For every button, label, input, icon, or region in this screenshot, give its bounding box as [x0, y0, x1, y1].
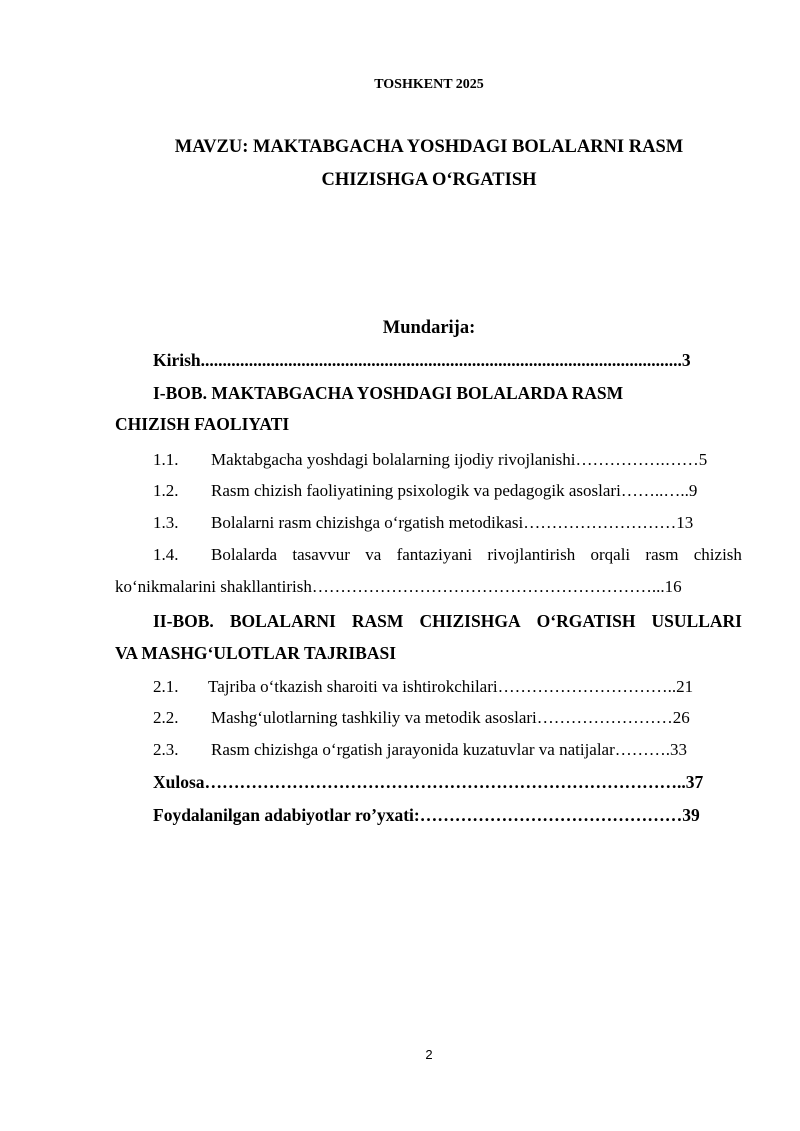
toc-item-1-3 [153, 513, 693, 533]
city-year: TOSHKENT 2025 [374, 77, 484, 92]
topic-title-line-1: MAVZU: MAKTABGACHA YOSHDAGI BOLALARNI RASM [174, 137, 684, 157]
toc-intro: Kirish..............................................................................................................3 [153, 350, 691, 370]
toc-item-text: Bolalarda tasavvur va fantaziyani rivojlantirish orqali rasm chizish [211, 545, 742, 564]
toc-chapter1-line1: I-BOB. MAKTABGACHA YOSHDAGI BOLALARDA RASM [153, 383, 624, 403]
toc-item-number: 1.2. [153, 481, 179, 500]
page-number: 2 [425, 1047, 433, 1062]
toc-chapter2-line1 [153, 611, 742, 632]
toc-item-1-4-continuation: ko‘nikmalarini shakllantirish……………………………………………………...16 [115, 577, 682, 596]
toc-item-2-1 [153, 677, 693, 697]
toc-chapter2-line2: VA MASHG‘ULOTLAR TAJRIBASI [115, 643, 397, 663]
toc-item-text: Rasm chizishga o‘rgatish jarayonida kuzatuvlar va natijalar……….33 [211, 740, 688, 759]
toc-chapter2-line1-text: II-BOB. BOLALARNI RASM CHIZISHGA O‘RGATISH USULLARI [153, 611, 742, 631]
toc-item-text: Maktabgacha yoshdagi bolalarning ijodiy rivojlanishi…………….……5 [211, 450, 708, 469]
toc-conclusion: Xulosa………………………………………………………………………..37 [153, 772, 704, 792]
toc-item-1-4 [153, 545, 742, 565]
toc-item-number: 2.1. [153, 677, 179, 696]
toc-item-number: 1.3. [153, 513, 179, 532]
toc-item-2-2 [153, 708, 690, 728]
toc-item-number: 1.4. [153, 545, 179, 564]
toc-item-number: 1.1. [153, 450, 179, 469]
toc-heading: Mundarija: [382, 318, 476, 338]
toc-item-1-2 [153, 481, 697, 501]
topic-title-line-2: CHIZISHGA O‘RGATISH [321, 170, 537, 190]
toc-item-text: Rasm chizish faoliyatining psixologik va pedagogik asoslari……..…..9 [211, 481, 698, 500]
toc-references: Foydalanilgan adabiyotlar ro’yxati:………………………………………39 [153, 805, 700, 825]
toc-item-1-1 [153, 450, 707, 470]
toc-item-text: Tajriba o‘tkazish sharoiti va ishtirokchilari…………………………..21 [208, 677, 694, 696]
toc-item-text: Mashg‘ulotlarning tashkiliy va metodik asoslari……………………26 [211, 708, 690, 727]
toc-item-text: Bolalarni rasm chizishga o‘rgatish metodikasi………………………13 [211, 513, 694, 532]
toc-chapter1-line2: CHIZISH FAOLIYATI [115, 414, 290, 434]
toc-item-2-3 [153, 740, 687, 760]
toc-item-number: 2.2. [153, 708, 179, 727]
toc-item-number: 2.3. [153, 740, 179, 759]
